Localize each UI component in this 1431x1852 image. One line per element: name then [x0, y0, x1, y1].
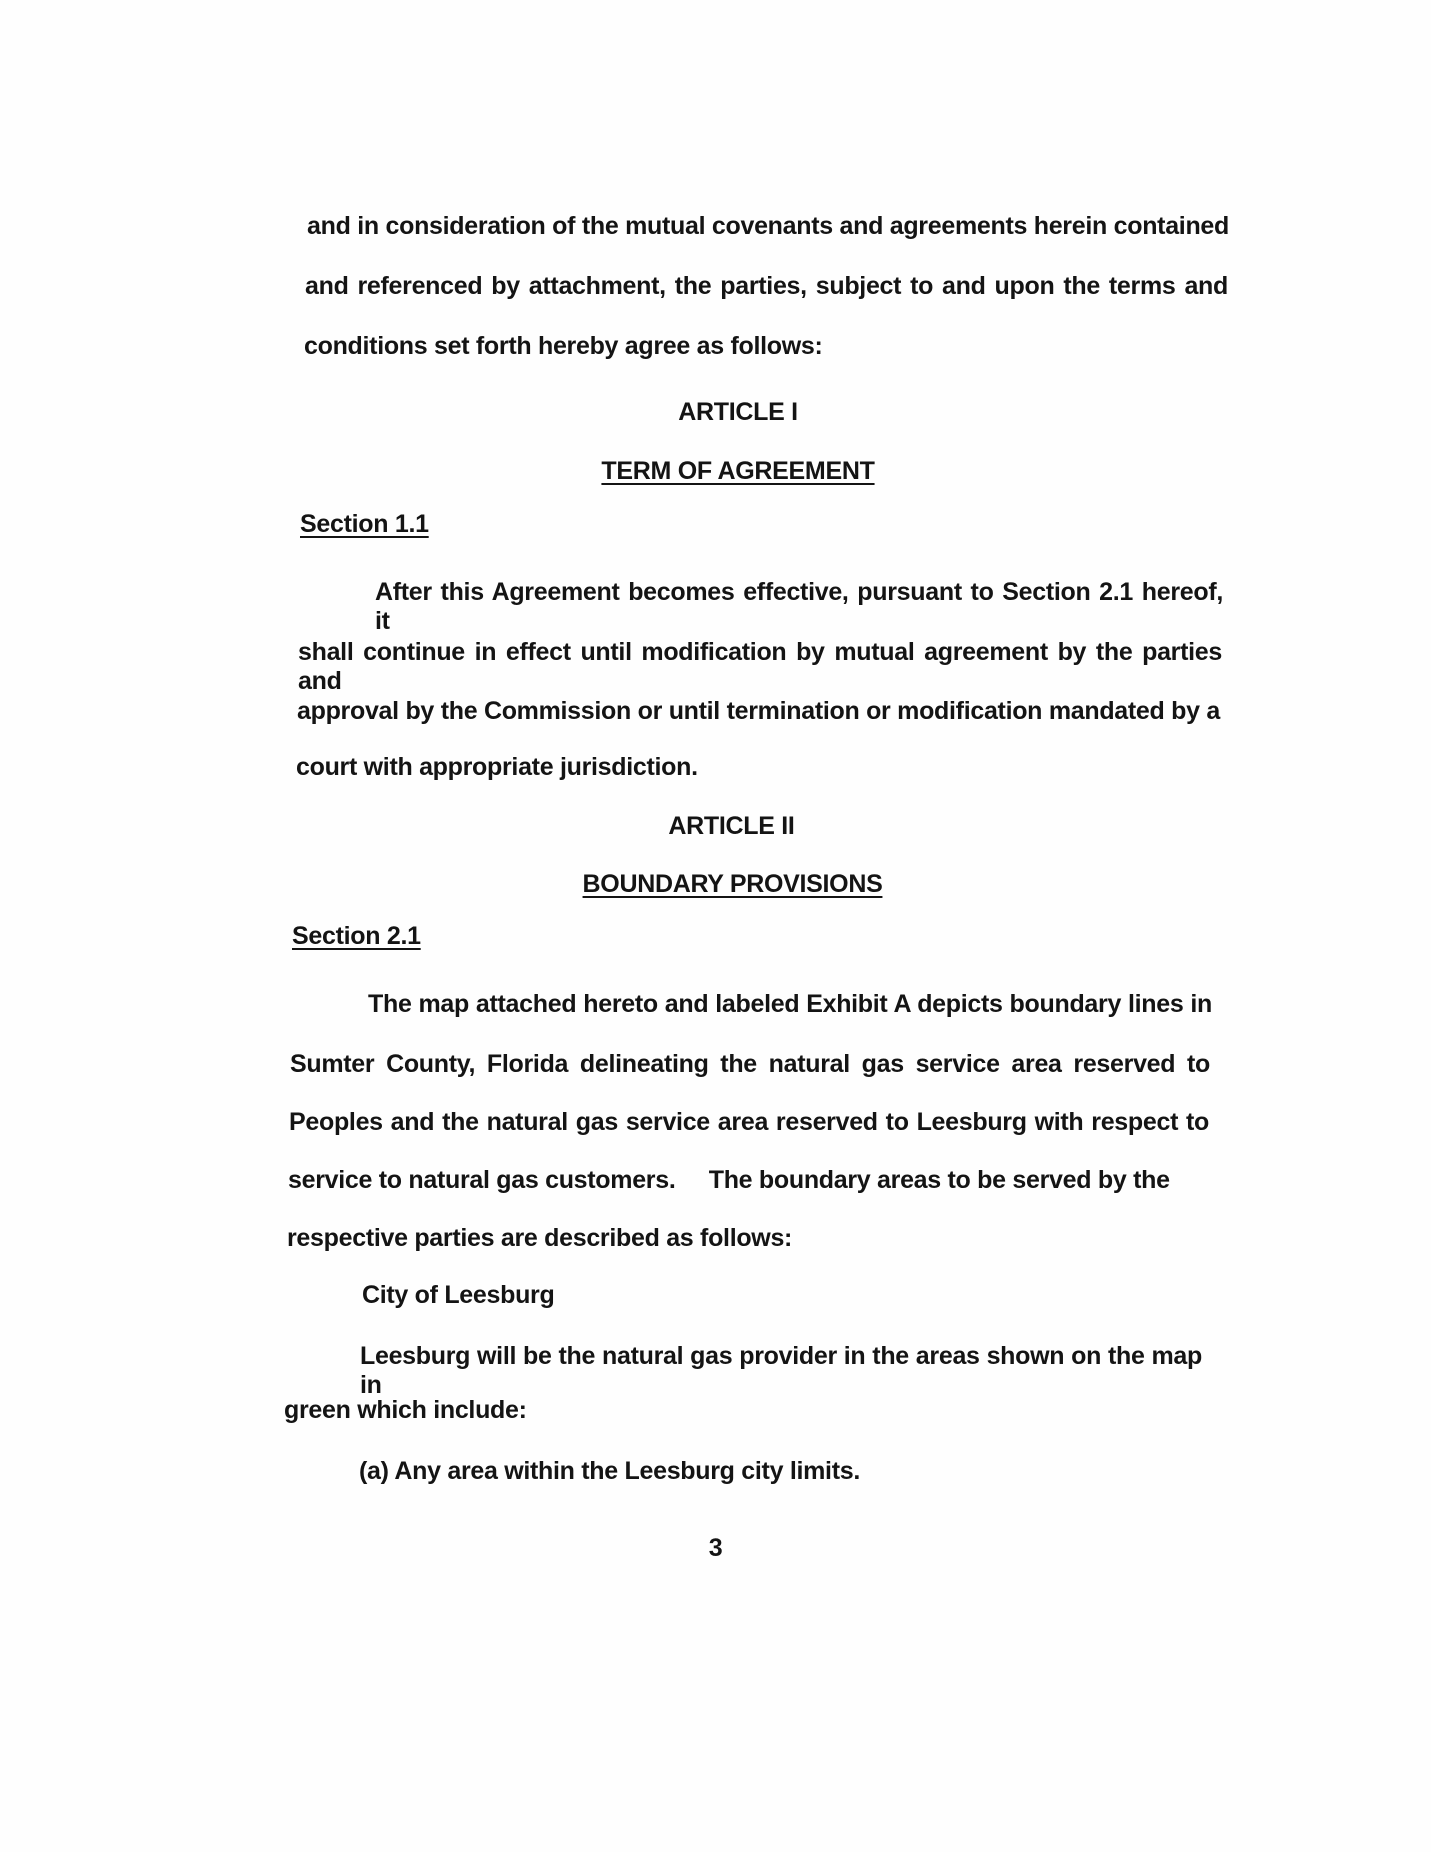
intro-line-2: and referenced by attachment, the parties, subject to and upon the terms and — [305, 272, 1228, 300]
section-1-1-line-4: court with appropriate jurisdiction. — [296, 753, 698, 781]
leesburg-line-1: Leesburg will be the natural gas provider in the areas shown on the map in — [360, 1342, 1202, 1399]
article-1-heading: ARTICLE I — [678, 398, 798, 426]
section-2-1-line-5: respective parties are described as follows: — [287, 1224, 793, 1252]
section-2-1-label: Section 2.1 — [292, 922, 421, 950]
item-a: (a) Any area within the Leesburg city limits. — [359, 1457, 860, 1485]
section-1-1-line-2: shall continue in effect until modification by mutual agreement by the parties and — [298, 638, 1222, 695]
section-1-1-line-1: After this Agreement becomes effective, pursuant to Section 2.1 hereof, it — [375, 578, 1223, 635]
city-of-leesburg-subheading: City of Leesburg — [362, 1281, 555, 1309]
leesburg-line-2: green which include: — [284, 1396, 527, 1424]
article-2-title: BOUNDARY PROVISIONS — [582, 870, 883, 898]
section-2-1-line-1: The map attached hereto and labeled Exhibit A depicts boundary lines in — [368, 990, 1212, 1018]
page-number: 3 — [708, 1534, 723, 1562]
section-1-1-line-3: approval by the Commission or until termination or modification mandated by a — [297, 697, 1220, 725]
section-2-1-line-4: service to natural gas customers. The boundary areas to be served by the — [288, 1166, 1170, 1194]
section-2-1-line-2: Sumter County, Florida delineating the natural gas service area reserved to — [290, 1050, 1210, 1078]
article-2-heading: ARTICLE II — [668, 812, 795, 840]
section-1-1-label: Section 1.1 — [300, 510, 429, 538]
intro-line-1: and in consideration of the mutual covenants and agreements herein contained — [307, 212, 1229, 240]
article-1-title: TERM OF AGREEMENT — [601, 457, 875, 485]
section-2-1-line-3: Peoples and the natural gas service area reserved to Leesburg with respect to — [289, 1108, 1209, 1136]
intro-line-3: conditions set forth hereby agree as follows: — [304, 332, 823, 360]
